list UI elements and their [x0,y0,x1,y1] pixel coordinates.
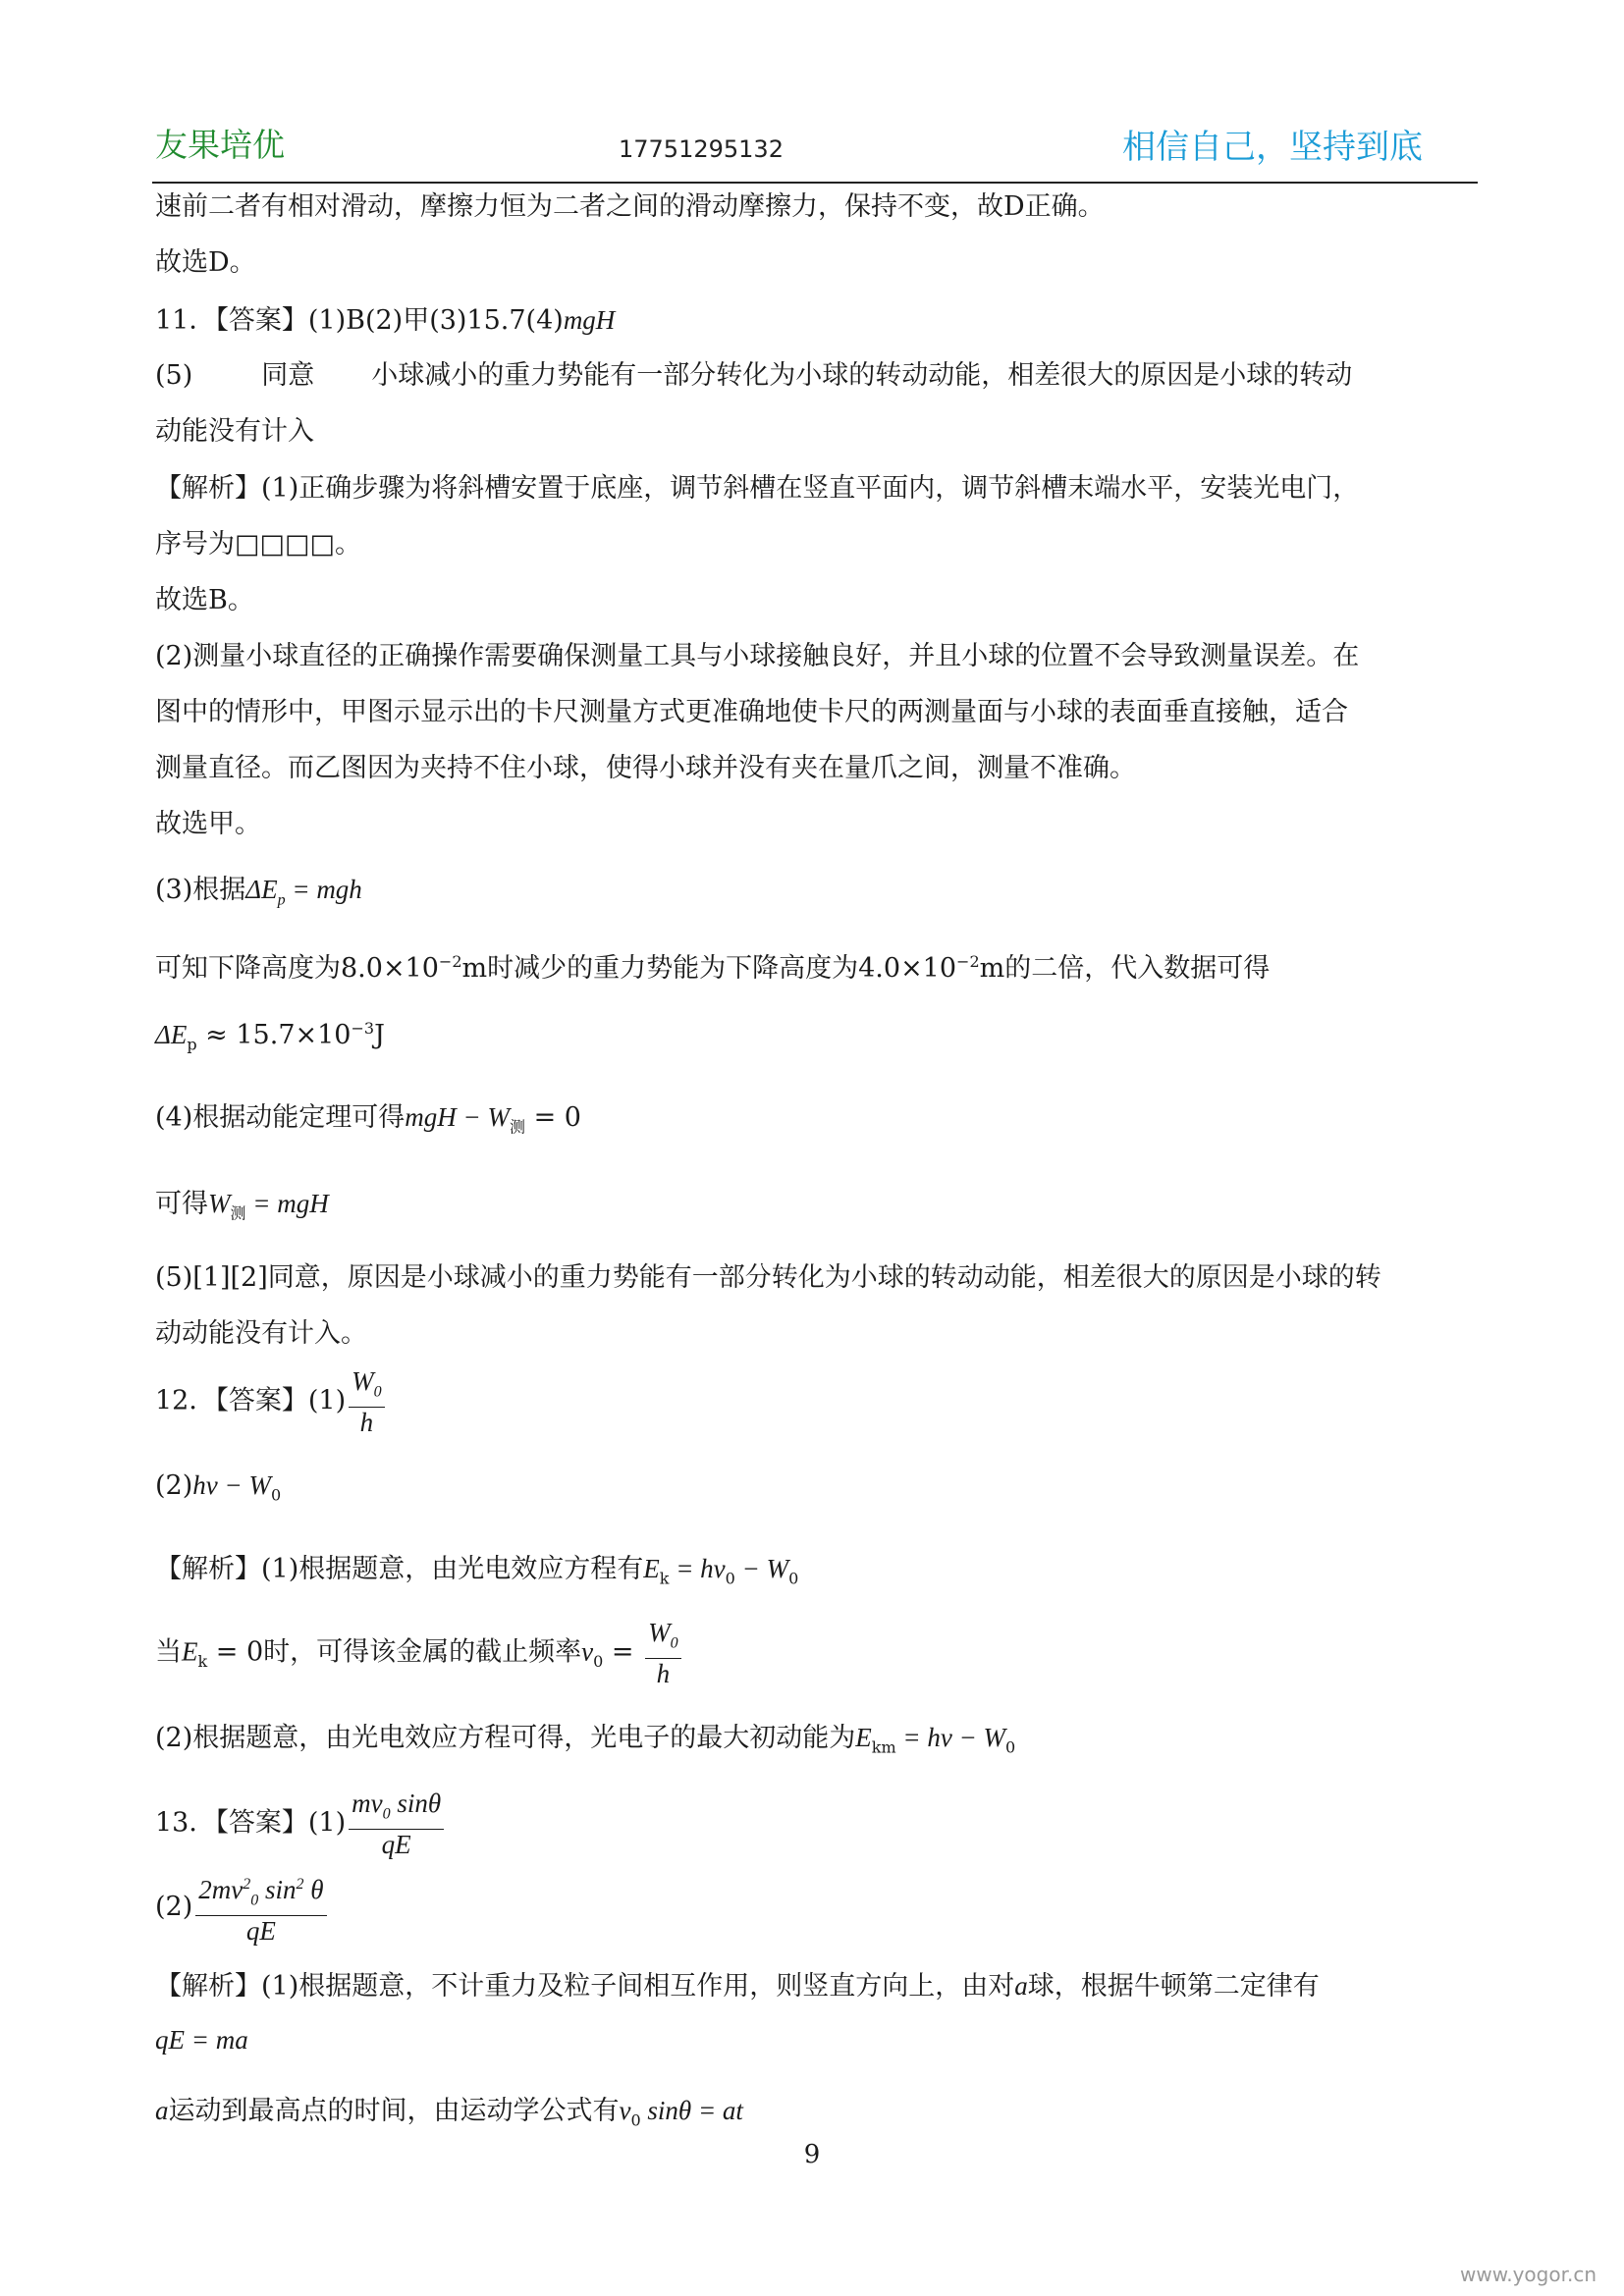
q12-ana2-rhs: = hν − W [895,1723,1006,1752]
q12-ana1b-eq: = 0 [207,1636,264,1668]
q13-f2-num-sup: 2 [243,1876,251,1893]
q12-analysis-2 [155,1720,1015,1765]
header-brand: 友果培优 [155,126,285,164]
q13-f1-den: qE [381,1830,411,1860]
q13-ana1c-rest: sinθ = at [640,2096,743,2125]
text-line: 动动能没有计入。 [155,1318,367,1349]
text-line: 序号为□□□□。 [155,529,362,560]
q12-ana1b-e: E [182,1636,198,1667]
q11-answer [155,302,615,339]
q13-ana1c-mid: 运动到最高点的时间，由运动学公式有 [168,2096,620,2126]
text-line: 图中的情形中，甲图示显示出的卡尺测量方式更准确地使卡尺的两测量面与小球的表面垂直接触，适合 [155,697,1348,727]
text-line: 故选D。 [155,247,256,278]
q12-ana2-prefix: (2)根据题意，由光电效应方程可得，光电子的最大初动能为 [155,1723,856,1753]
q13-f1-num: mv [352,1789,383,1818]
q11-ana3-rhs: = mgh [285,875,362,904]
watermark: www.yogor.cn [1459,2263,1597,2286]
q12-ana1-prefix: 【解析】(1)根据题意，由光电效应方程有 [155,1554,644,1584]
q13-f1-num-sub: 0 [382,1805,391,1823]
q12-ana1-rhs2-sub: 0 [788,1569,799,1588]
q11-ana4b-sub: 测 [230,1203,246,1223]
q11-ana3c-lhs: ΔE [155,1020,188,1049]
header-slogan: 相信自己，坚持到底 [1122,128,1423,167]
text-line: 速前二者有相对滑动，摩擦力恒为二者之间的滑动摩擦力，保持不变，故D正确。 [155,191,1105,222]
q13-ana1c-vsub: 0 [630,2110,641,2130]
q12-analysis-1b [155,1618,684,1688]
q11-ana3-sub: p [277,891,286,909]
q12-2-math: hν − W [192,1470,271,1500]
text-line: (5)[1][2]同意，原因是小球减小的重力势能有一部分转化为小球的转动动能，相差很大的原因是小球的转 [155,1262,1381,1293]
q11-ana4b-prefix: 可得 [155,1189,208,1219]
text-line: 测量直径。而乙图因为夹持不住小球，使得小球并没有夹在量爪之间，测量不准确。 [155,753,1136,783]
q13-analysis-1 [155,1968,1320,2004]
text-line: (2)测量小球直径的正确操作需要确保测量工具与小球接触良好，并且小球的位置不会导致测量误差。在 [155,641,1360,671]
q12-2-sub: 0 [270,1485,282,1505]
q11-ana3b-e2: −2 [956,952,980,971]
q11-ana3b-e1: −2 [438,952,462,971]
header-phone: 17751295132 [619,135,784,163]
q12-ana1b-prefix: 当 [155,1636,182,1668]
q12-answer-prefix: 12．【答案】(1) [155,1385,347,1416]
q12-answer-fraction [349,1366,385,1437]
q13-f2-num: 2mv [198,1875,244,1904]
q11-ana3c-sub: p [187,1035,197,1054]
q13-answer [155,1789,447,1859]
q11-ana3-math: ΔE [245,875,278,904]
q12-analysis-1 [155,1551,798,1596]
q11-answer-prefix: 11．【答案】(1)B(2)甲(3)15.7(4) [155,305,564,336]
q11-ana3b-3: 的二倍，代入数据可得 [1004,953,1271,984]
q11-ana3b-u1: m [461,953,488,984]
q11-5-num: (5) [155,360,193,391]
q13-f1-num-rest: sinθ [390,1789,442,1818]
q12-frac-num: W [352,1366,374,1396]
q11-analysis-3c [155,1011,385,1062]
q13-f2-den: qE [245,1916,276,1947]
q11-ana3b-u2: m [979,953,1005,984]
q11-5-reason: 小球减小的重力势能有一部分转化为小球的转动动能，相差很大的原因是小球的转动 [371,360,1353,391]
q12-2-prefix: (2) [155,1470,193,1501]
q12-ana2-esub: km [871,1737,896,1757]
q12-ana1b-fraction [645,1618,681,1688]
q11-answer-math: mgH [563,305,616,335]
q11-ana4-rhs: = 0 [524,1102,581,1133]
q12-answer [155,1366,388,1437]
q11-answer-5 [155,358,1352,394]
q13-analysis-eq: qE = ma [155,2025,248,2055]
q12-ana1-esub: k [659,1569,670,1588]
q12-frac-den: h [359,1408,374,1438]
q13-answer-2 [155,1870,330,1946]
q12-ana2-rhssub: 0 [1005,1737,1016,1757]
q13-f2-num-end: θ [303,1875,324,1904]
q11-ana3c-unit: J [374,1020,385,1050]
q11-ana3c-exp: −3 [351,1019,375,1038]
q11-ana4b-w: W [208,1189,231,1218]
q11-ana3b-m1: 8.0×10 [341,953,439,984]
q11-ana3b-1: 可知下降高度为 [155,953,341,984]
q12-ana1b-nu: ν [581,1636,594,1667]
q11-ana4b-rhs: = mgH [245,1189,329,1218]
text-line: 故选B。 [155,585,254,615]
q13-ana1-a: a [1014,1971,1028,2001]
q11-analysis-4 [155,1099,581,1145]
q11-ana3b-m2: 4.0×10 [858,953,957,984]
q12-ana1-rhs: = hν [669,1554,726,1583]
q12-ana1b-fnum: W [648,1618,671,1647]
q11-ana3b-2: 时减少的重力势能为下降高度为 [487,953,859,984]
q13-2-prefix: (2) [155,1892,193,1923]
q13-ana1-rest: 球，根据牛顿第二定律有 [1027,1971,1320,2002]
q13-answer-fraction-1 [349,1789,444,1859]
q13-f2-num-rest: sin [258,1875,297,1904]
q12-frac-num-sub: 0 [373,1383,382,1401]
q12-ana1b-mid: 时，可得该金属的截止频率 [263,1636,582,1668]
q11-ana4-sub: 测 [509,1117,525,1137]
q11-5-agree: 同意 [261,360,315,391]
q12-ana1-rhs-sub: 0 [725,1569,735,1588]
q12-ana1b-fnumsub: 0 [670,1634,678,1652]
q13-f2-num-sup2: 2 [296,1876,304,1893]
q12-ana1b-nusub: 0 [593,1652,604,1672]
q12-ana1b-esub: k [197,1652,208,1672]
q13-answer-fraction-2 [195,1870,326,1946]
q12-ana1b-eq2: = [603,1636,643,1668]
text-line: 动能没有计入 [155,416,314,447]
q12-ana1-rhs2: − W [734,1554,789,1583]
q13-ana1c-v: v [619,2096,631,2125]
page-number: 9 [803,2140,821,2169]
q12-answer-2 [155,1468,281,1513]
q11-ana3c-rhs: ≈ 15.7×10 [196,1020,352,1050]
text-line: 故选甲。 [155,809,261,839]
q13-f2-num-sub: 0 [250,1892,259,1909]
q13-analysis-1c [155,2093,743,2138]
q13-ana1-prefix: 【解析】(1)根据题意，不计重力及粒子间相互作用，则竖直方向上，由对 [155,1971,1015,2002]
q11-analysis-4b [155,1186,329,1231]
text-line: 【解析】(1)正确步骤为将斜槽安置于底座，调节斜槽在竖直平面内，调节斜槽末端水平，安装光电门， [155,473,1360,504]
q12-ana1b-fden: h [656,1659,671,1689]
q11-analysis-3b [155,944,1270,987]
q12-ana2-e: E [855,1723,872,1752]
q11-analysis-3 [155,872,362,918]
q11-ana4-math: mgH − W [405,1102,510,1132]
q11-ana3-prefix: (3)根据 [155,875,246,905]
header-divider [152,182,1478,184]
q11-ana4-prefix: (4)根据动能定理可得 [155,1102,406,1133]
q13-answer-prefix: 13．【答案】(1) [155,1807,347,1839]
q12-ana1-e: E [643,1554,660,1583]
q13-ana1c-a: a [155,2096,169,2125]
